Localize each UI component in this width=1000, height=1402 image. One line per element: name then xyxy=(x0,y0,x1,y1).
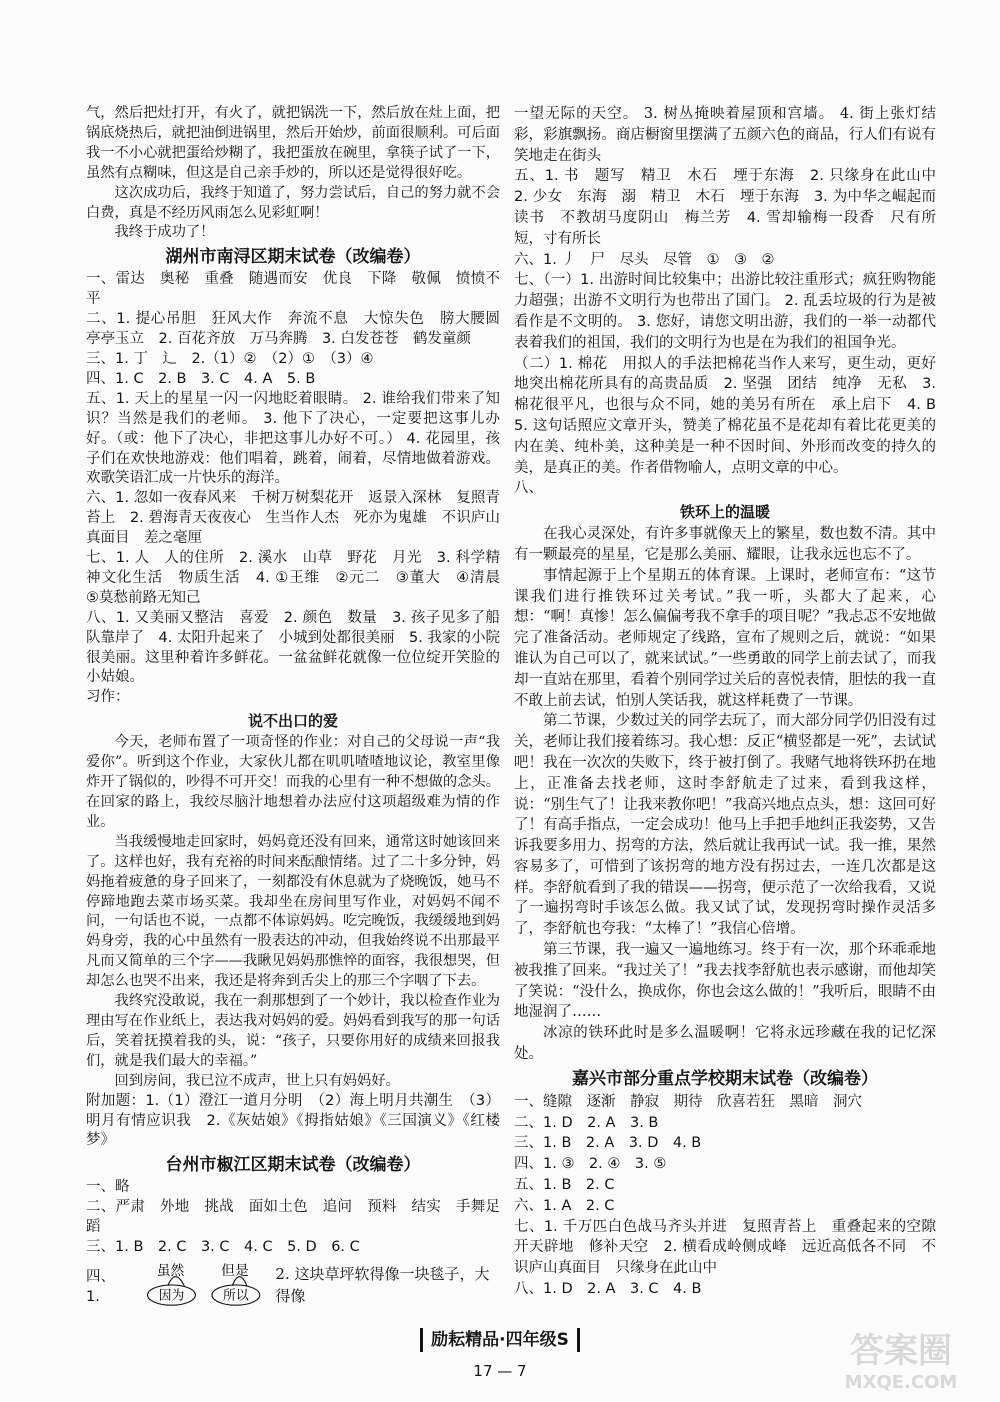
essay-paragraph: 第二节课，少数过关的同学去玩了，而大部分同学仍旧没有过关，老师让我们接着练习。我心想：反正“横竖都是一死”，去试试吧！我在一次次的失败下，终于被打倒了。我赌气地将铁环扔在地上，正准备去找老师，这时李舒航走了过来，看到我这样，说：“别生气了！让我来教你吧！”我高兴地点点头，想：这回可好了！有高手指点，一定会成功！他马上手把手地纠正我姿势，又告诉我要多用力、拐弯的方法，然后就让我再试一试。我一推，果然容易多了，可惜到了该拐弯的地方没有拐过去，一连几次都是这样。李舒航看到了我的错误——拐弯，便示范了一次给我看，又说了一遍拐弯时手该怎么做。我又试了试，发现拐弯时操作灵活多了，李舒航也夸我：“太棒了！”我信心倍增。 xyxy=(514,713,936,938)
connector-top-2: 但是 xyxy=(221,1262,250,1279)
footer-brand: 励耘精品·四年级S xyxy=(420,1328,580,1352)
connector-box-1: 因为 xyxy=(159,1288,185,1304)
essay-title: 铁环上的温暖 xyxy=(679,503,770,522)
essay-paragraph: 我终于成功了！ xyxy=(114,224,215,241)
section-heading: 台州市椒江区期末试卷（改编卷） xyxy=(165,1155,421,1176)
answer-line: 四、1. C 2. B 3. C 4. A 5. B xyxy=(86,370,316,387)
essay-paragraph: 事情起源于上个星期五的体育课。上课时，老师宣布：“这节课我们进行推铁环过关考试。”我一听，头都大了起来，心想：“啊！真惨！怎么偏偏考我不拿手的项目呢？”我忐忑不安地做完了准备活动。老师规定了线路，宣布了规则之后，就说：“如果谁认为自己可以了，就来试试。”一些勇敢的同学上前去试了，而我却一直站在那里，看着个别同学过关后的喜悦表情，胆怯的我一直不敢上前去试，怕别人笑话我，就这样耗费了一节课。 xyxy=(514,567,936,709)
connector-diagram xyxy=(131,1260,269,1308)
answer-line: 七、1. 人 人的住所 2. 溪水 山草 野花 月光 3. 科学精神文化生活 物质生活 4. ①王维 ②元二 ③董大 ④清晨 ⑤莫愁前路无知己 xyxy=(86,550,515,606)
connector-top-1: 虽然 xyxy=(157,1262,185,1279)
answer-line: 二、1. D 2. A 3. B xyxy=(514,1114,659,1131)
left-column xyxy=(86,104,515,1308)
answer-line: 一、雷达 奥秘 重叠 随遇而安 优良 下降 敬佩 愤愤不平 xyxy=(86,271,500,308)
essay-paragraph: 我终究没敢说，我在一刹那想到了一个妙计，我以检查作业为理由写在作业纸上，表达我对妈妈的爱。妈妈看到我写的那一句话后，笑着抚摸着我的头，说：“孩子，只要你用好的成绩来回报我们，就是我们最大的幸福。” xyxy=(86,993,500,1069)
answer-line: 附加题：1.（1）澄江一道月分明 （2）海上明月共潮生 （3）明月有情应识我 2.《灰姑娘》《拇指姑娘》《三国演义》《红楼梦》 xyxy=(86,1092,500,1149)
answer-line: 八、1. 又美丽又整洁 喜爱 2. 颜色 数量 3. 孩子见多了船队靠岸了 4. 太阳升起来了 小城到处都很美丽 5. 我家的小院很美丽。这里种着许多鲜花。一盆盆鲜花就像一位位绽开笑脸的小姑娘。 xyxy=(86,609,500,686)
answer-line: 八、1. D 2. A 3. C 4. B xyxy=(514,1281,702,1298)
essay-paragraph: 冰凉的铁环此时是多么温暖啊！它将永远珍藏在我的记忆深处。 xyxy=(514,1025,936,1063)
essay-paragraph: 这次成功后，我终于知道了，努力尝试后，自己的努力就不会白费，真是不经历风雨怎么见彩虹啊！ xyxy=(86,184,500,221)
answer-line: 三、1. B 2. C 3. C 4. C 5. D 6. C xyxy=(86,1239,360,1256)
essay-title: 说不出口的爱 xyxy=(247,712,338,731)
connector-box-2: 所以 xyxy=(223,1288,250,1304)
answer-line: 五、1. 书 题写 精卫 木石 堙于东海 2. 只缘身在此山中 2. 少女 东海 溺 精卫 木石 堙于东海 3. 为中华之崛起而读书 不教胡马度阴山 梅兰芳 4. 雪却输梅一段香 尺有所短，寸有所长 xyxy=(514,168,951,247)
answer-line: 五、1. 天上的星星一闪一闪地眨着眼睛。 2. 谁给我们带来了知识？当然是我们的老师。 3. 他下了决心，一定要把这事儿办好。（或：他下了决心，非把这事儿办好不可。） 4. 花园里，孩子们在欢快地游戏：他们唱着，跳着，闹着，尽情地做着游戏。欢歌笑语汇成一片快乐的海洋。 xyxy=(86,390,500,487)
answer-line: 七、1. 千万匹白色战马齐头并进 复照青苔上 重叠起来的空隙 开天辟地 修补天空 2. 横看成岭侧成峰 远近高低各不同 不识庐山真面目 只缘身在此山中 xyxy=(514,1218,951,1277)
page-number: 17 — 7 xyxy=(473,1362,527,1380)
text-paragraph: 气，然后把灶打开，有火了，就把锅洗一下，然后放在灶上面，把锅底烧热后，就把油倒进锅里，然后开始炒，前面很顺利。可后面我一不小心就把蛋给炒糊了，我把蛋放在碗里，拿筷子试了一下，虽然有点糊味，但这是自己亲手炒的，所以还是觉得很好吃。 xyxy=(86,105,500,181)
section-heading: 嘉兴市部分重点学校期末试卷（改编卷） xyxy=(572,1068,878,1089)
essay-paragraph: 当我缓慢地走回家时，妈妈竟还没有回来，通常这时她该回来了。这样也好，我有充裕的时间来酝酿情绪。过了二十多分钟，妈妈拖着疲惫的身子回来了，一刻都没有休息就为了烧晚饭，她马不停蹄地跑去菜市场买菜。我却坐在房间里写作业，对妈妈不闻不问，一句话也不说，一点都不体谅妈妈。吃完晚饭，我缓缓地到妈妈身旁，我的心中虽然有一股表达的冲动，但我始终说不出那最平凡而又简单的三个字——我瞅见妈妈那憔悴的面容，我很想哭，但却怎么也哭不出来，我还是将奔到舌尖上的那三个字咽了下去。 xyxy=(86,833,500,990)
watermark-text: 答案圈 xyxy=(850,1331,952,1371)
answer-line: 二、1. 提心吊胆 狂风大作 奔流不息 大惊失色 膀大腰圆 亭亭玉立 2. 百花齐放 万马奔腾 3. 白发苍苍 鹤发童颜 xyxy=(86,311,515,348)
answer-line: 六、1. A 2. C xyxy=(514,1197,615,1214)
watermark-logo-icon xyxy=(816,1322,986,1394)
row-tail-text: 2. 这块草坪软得像一块毯子，大得像 xyxy=(275,1264,490,1306)
essay-paragraph: 今天，老师布置了一项奇怪的作业：对自己的父母说一声“我爱你”。听到这个作业，大家伙儿都在叽叽喳喳地议论，教室里像炸开了锅似的，吵得不可开交！而我的心里有一种不想做的念头。在回家的路上，我绞尽脑汁地想着办法应付这项超级难为情的作业。 xyxy=(86,734,500,830)
right-column xyxy=(514,104,951,1300)
answer-line: 四、1. ③ 2. ④ 3. ⑤ xyxy=(514,1156,667,1173)
essay-paragraph: 在我心灵深处，有许多事就像天上的繁星，数也数不清。其中有一颗最亮的星星，它是那么美丽、耀眼，让我永远也忘不了。 xyxy=(514,526,936,563)
essay-paragraph: 回到房间，我已泣不成声，世上只有妈妈好。 xyxy=(114,1072,400,1089)
answer-line: 三、1. 丁 辶 2.（1）② （2）① （3）④ xyxy=(86,350,374,367)
essay-paragraph: 第三节课，我一遍又一遍地练习。终于有一次，那个环乖乖地被我推了回来。“我过关了！”我去找李舒航也表示感谢，而他却笑了笑说：“没什么，换成你，你也会这么做的！”我听后，眼睛不由地湿润了…… xyxy=(514,942,936,1021)
answer-line: 六、1. 丿 尸 尽头 尽管 ① ③ ② xyxy=(514,251,775,268)
answer-line: 六、1. 忽如一夜春风来 千树万树梨花开 返景入深林 复照青苔上 2. 碧海青天夜夜心 生当作人杰 死亦为鬼雄 不识庐山真面目 差之毫厘 xyxy=(86,490,500,547)
answer-line: 五、1. B 2. C xyxy=(514,1177,615,1194)
answer-line: 一、略 xyxy=(86,1179,130,1196)
answer-line: 八、 xyxy=(514,480,543,497)
connector-answer-row xyxy=(86,1260,500,1308)
row-prefix: 四、1. xyxy=(86,1269,115,1306)
section-heading: 湖州市南浔区期末试卷（改编卷） xyxy=(165,247,421,268)
answer-line: 七、（一）1. 出游时间比较集中；出游比较注重形式；疯狂购物能力超强；出游不文明行为也带出了国门。 2. 乱丢垃圾的行为是被看作是不文明的。 3. 您好，请您文明出游，我们的一举一动都代表着我们的祖国，我们的文明行为也是在为我们的祖国争光。 xyxy=(514,272,936,351)
answer-line: 三、1. B 2. A 3. D 4. B xyxy=(514,1135,702,1152)
answer-line: 习作： xyxy=(86,689,130,706)
answer-line: 二、严肃 外地 挑战 面如土色 追问 预料 结实 手舞足蹈 xyxy=(86,1199,500,1236)
answer-line: 一、缝隙 逐渐 静寂 期待 欣喜若狂 黑暗 洞穴 xyxy=(514,1093,862,1110)
text-paragraph: 一望无际的天空。 3. 树丛掩映着屋顶和宫墙。 4. 街上张灯结彩，彩旗飘扬。商店橱窗里摆满了五颜六色的商品，行人们有说有笑地走在街头 xyxy=(514,106,936,164)
answer-line: （二）1. 棉花 用拟人的手法把棉花当作人来写，更生动，更好地突出棉花所具有的高贵品质 2. 坚强 团结 纯净 无私 3. 棉花很平凡，也很与众不同，她的美另有所在 承上启下 4. B 5. 这句话照应文章开头，赞美了棉花虽不是花却有着比花更美的内在美、纯朴美，这种美是一种不因时间、外形而改变的持久的美，是真正的美。作者借物喻人，点明文章的中心。 xyxy=(514,355,951,476)
watermark-url: MXQE.COM xyxy=(844,1372,958,1393)
